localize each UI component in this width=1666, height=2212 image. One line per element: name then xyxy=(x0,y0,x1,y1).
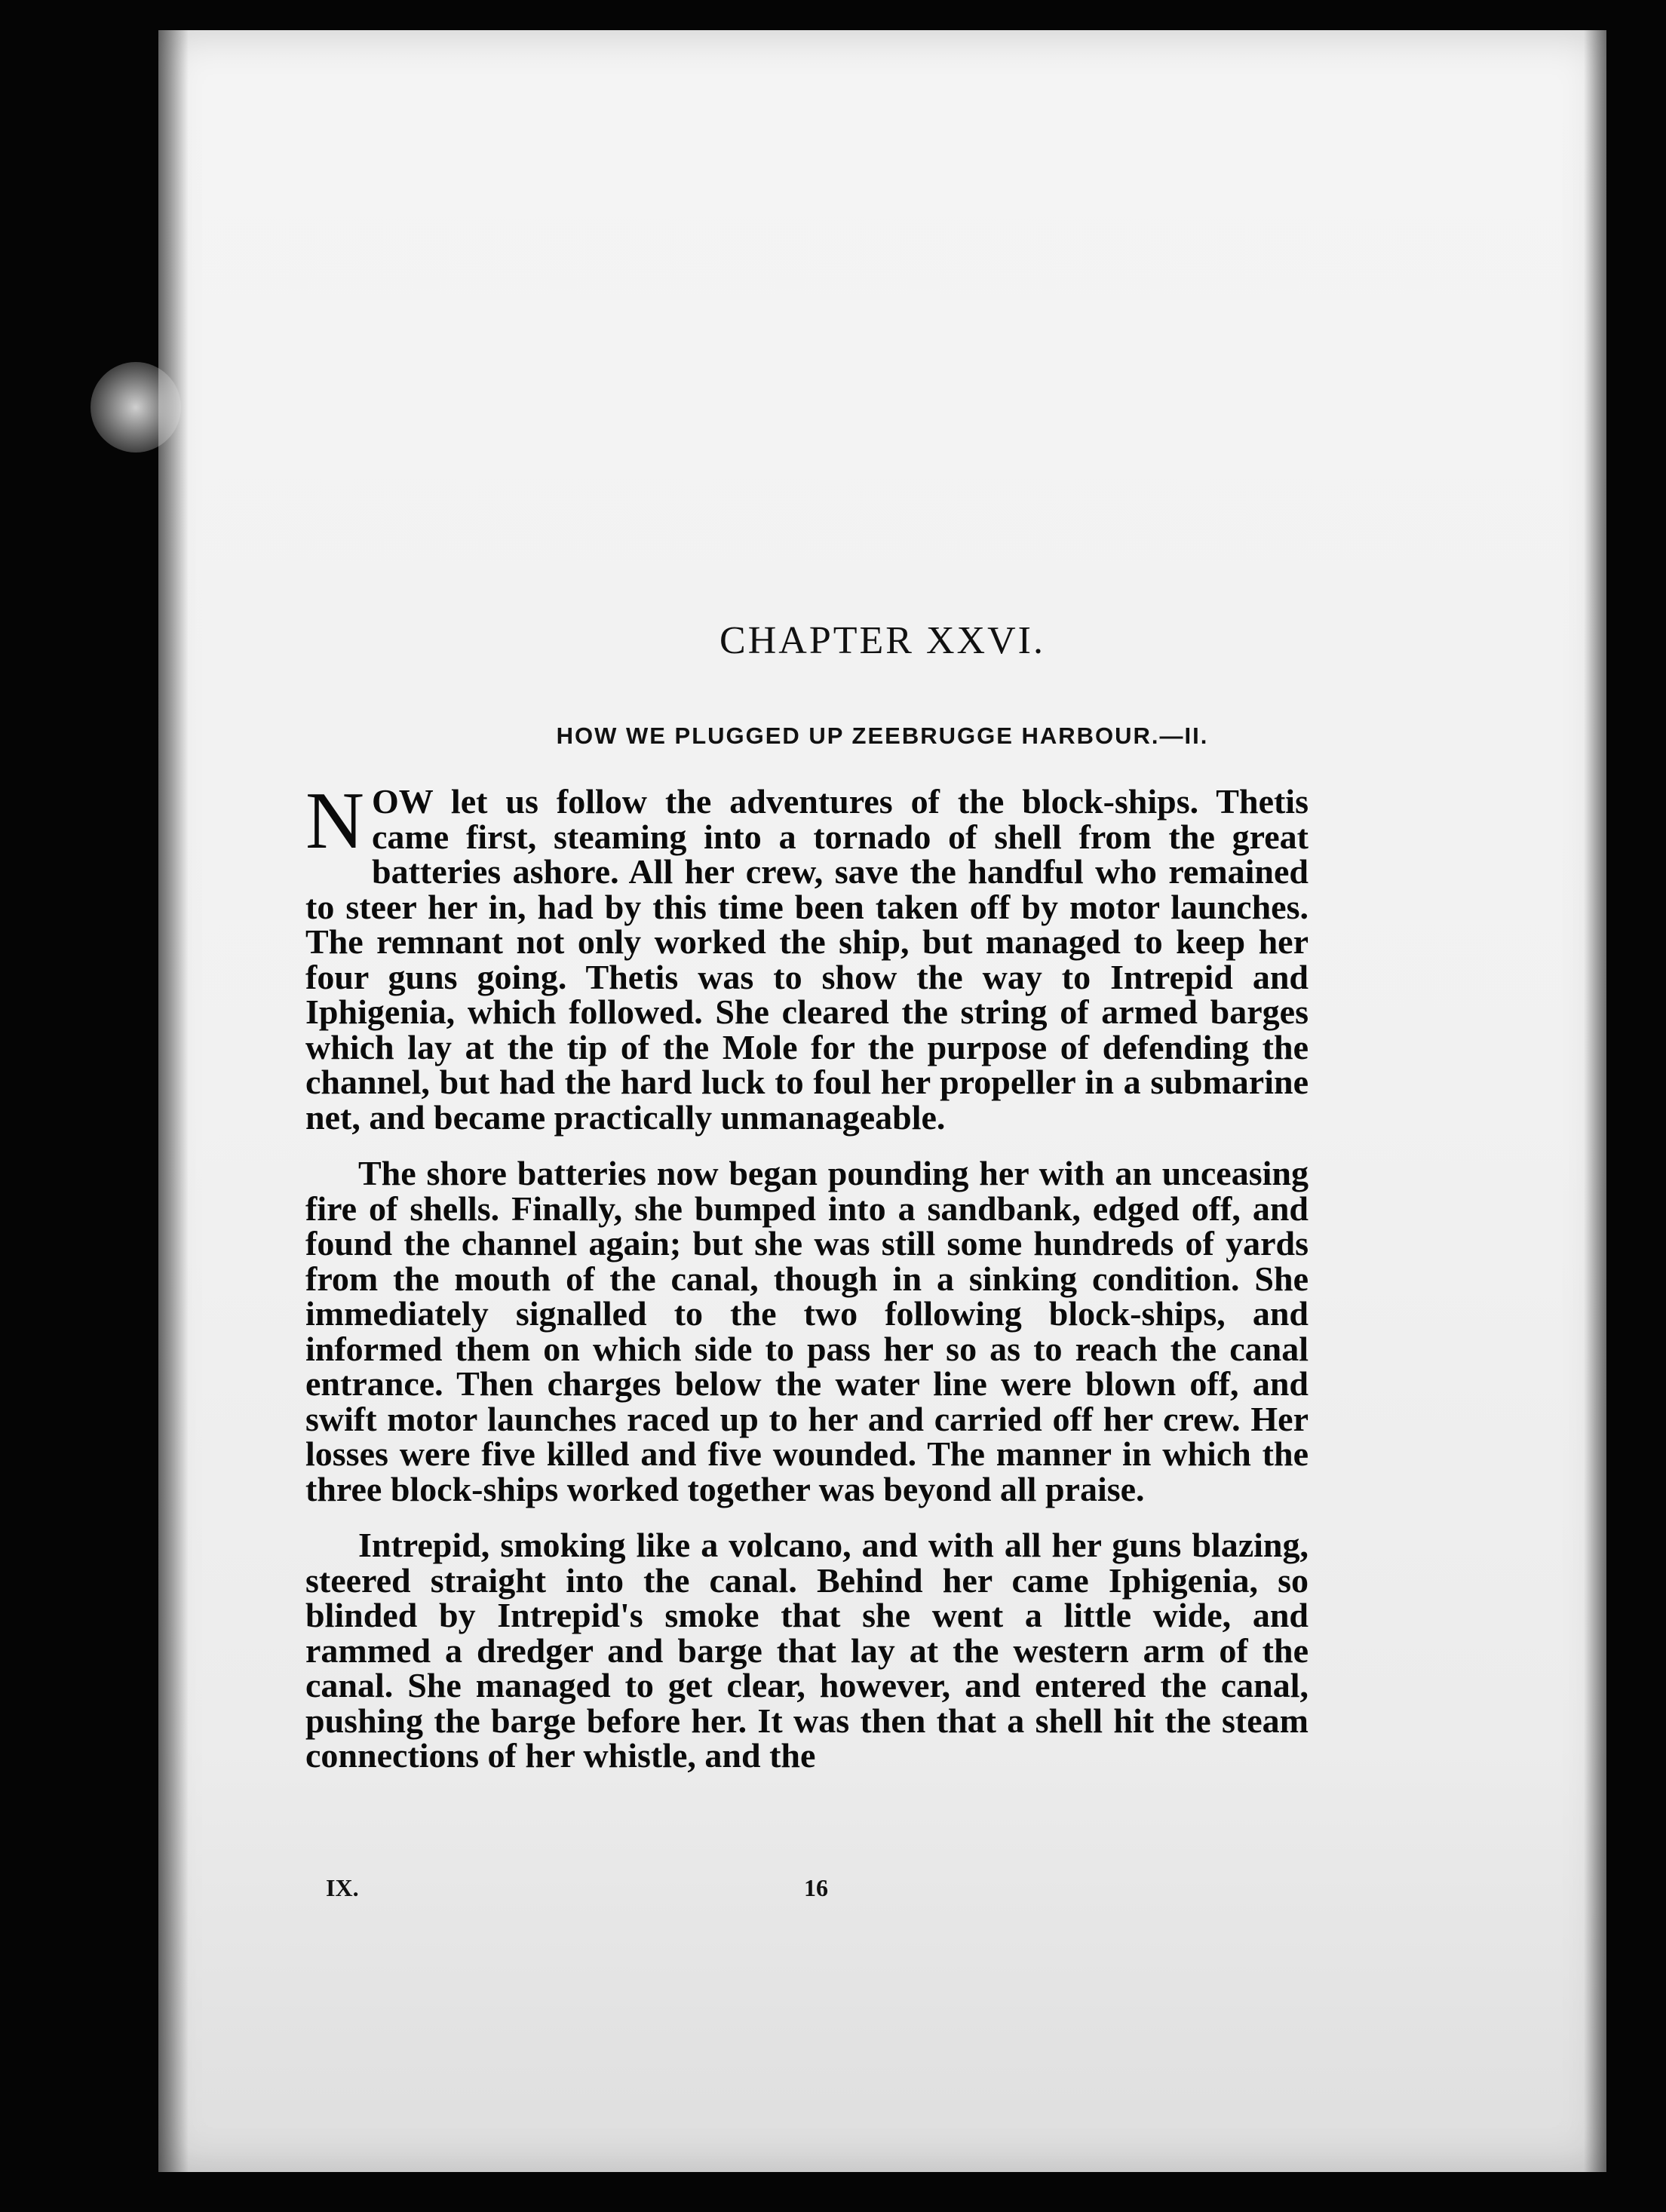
paragraph-text: OW let us follow the adventures of the block-ships. Thetis came first, steaming into a tornado of shell from the great batteries ashore. All her crew, save the handful who remained to steer her in, had by this time been taken off by motor launches. The remnant not only worked the ship, but managed to keep her four guns going. Thetis was to show the way to Intrepid and Iphigenia, which followed. She cleared the string of armed barges which lay at the tip of the Mole for the purpose of defending the channel, but had the hard luck to foul her propeller in a submarine net, and became practically unmanageable. xyxy=(305,782,1309,1137)
paragraph xyxy=(305,776,1309,1137)
book-page xyxy=(158,30,1606,2172)
chapter-subtitle: HOW WE PLUGGED UP ZEEBRUGGE HARBOUR.—II. xyxy=(556,723,1209,749)
chapter-title: CHAPTER XXVI. xyxy=(719,619,1045,662)
page-number: 16 xyxy=(804,1874,828,1901)
paragraph: Intrepid, smoking like a volcano, and with all her guns blazing, steered straight into the canal. Behind her came Iphigenia, so blinded by Intrepid's smoke that she went a little wide, and rammed a dredger and barge that lay at the western arm of the canal. She managed to get clear, however, and entered the canal, pushing the barge before her. It was then that a shell hit the steam connections of her whistle, and the xyxy=(305,1526,1309,1775)
drop-cap: N xyxy=(305,776,364,866)
paragraph: The shore batteries now began pounding her with an unceasing fire of shells. Finally, she bumped into a sandbank, edged off, and found the channel again; but she was still some hundreds of yards from the mouth of the canal, though in a sinking condition. She immediately signalled to the two following block-ships, and informed them on which side to pass her so as to reach the canal entrance. Then charges below the water line were blown off, and swift motor launches raced up to her and carried off her crew. Her losses were five killed and five wounded. The manner in which the three block-ships worked together was beyond all praise. xyxy=(305,1154,1309,1508)
paper-smudge xyxy=(91,362,181,453)
signature-mark: IX. xyxy=(326,1874,359,1901)
page-footer xyxy=(326,1874,1306,1912)
chapter-body xyxy=(305,776,1309,1795)
